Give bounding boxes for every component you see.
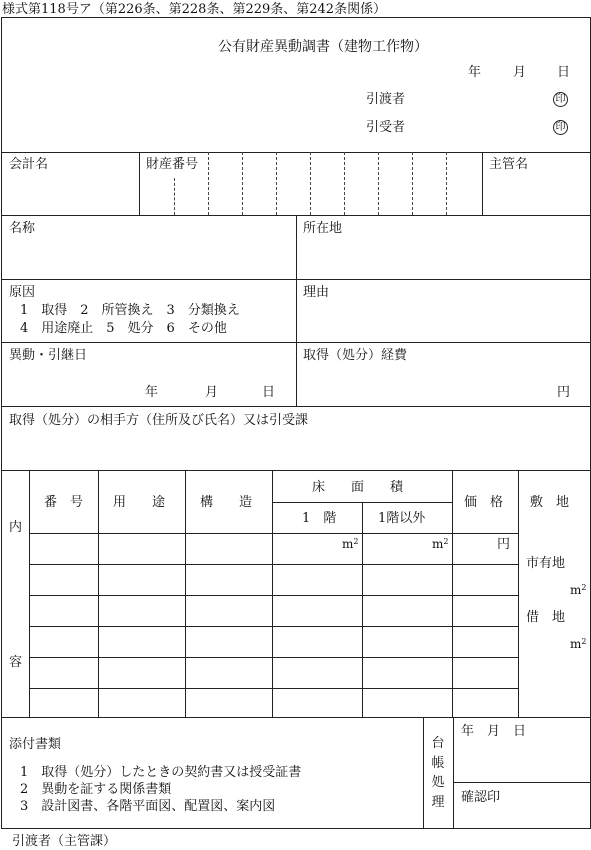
divider [29, 533, 518, 534]
divider [185, 470, 186, 717]
divider [29, 470, 30, 717]
ledger-confirm-seal: 確認印 [461, 790, 501, 805]
divider [98, 470, 99, 717]
form-title: 公有財産異動調書（建物工作物） [218, 39, 428, 55]
ledger-date: 年 月 日 [461, 724, 527, 739]
divider [29, 657, 518, 658]
transferor-label: 引渡者 [366, 92, 406, 107]
column-header-site: 敷 地 [530, 495, 570, 510]
divider [139, 152, 140, 215]
cause-options-line1: 1 取得 2 所管換え 3 分類換え [20, 303, 240, 318]
divider [362, 502, 363, 717]
site-city-land-label: 市有地 [526, 556, 566, 571]
cause-label: 原因 [9, 285, 36, 300]
cost-label: 取得（処分）経費 [303, 348, 408, 363]
transfer-date-label: 異動・引継日 [9, 348, 88, 363]
column-header-price: 価 格 [464, 495, 504, 510]
property-number-label: 財産番号 [146, 157, 199, 172]
unit-m2-floor1: $m^2$ [342, 537, 359, 551]
attachments-label: 添付書類 [9, 737, 62, 752]
column-header-use: 用 途 [113, 495, 166, 510]
digit-separator [276, 152, 277, 215]
column-header-other-floors: 1階以外 [378, 511, 426, 526]
cause-options-line2: 4 用途廃止 5 処分 6 その他 [20, 321, 227, 336]
transferor-seal-icon: 印 [553, 92, 568, 107]
site-leased-land-unit: $m^2$ [570, 637, 587, 651]
attachment-item-3: 3 設計図書、各階平面図、配置図、案内図 [20, 799, 276, 814]
digit-separator [446, 152, 447, 215]
date-day: 日 [557, 65, 571, 80]
divider [1, 717, 591, 718]
contents-side-bottom: 容 [9, 655, 23, 670]
digit-separator [242, 152, 243, 215]
divider [29, 688, 518, 689]
divider [518, 470, 519, 717]
divider [1, 470, 591, 471]
receiver-seal-icon: 印 [553, 120, 568, 135]
transfer-date-month: 月 [205, 385, 219, 400]
attachment-item-2: 2 異動を証する関係書類 [20, 782, 172, 797]
transfer-date-year: 年 [145, 385, 159, 400]
column-header-first-floor: 1 階 [302, 511, 337, 526]
accounting-name-label: 会計名 [9, 157, 49, 172]
digit-separator [174, 178, 175, 215]
column-header-structure: 構 造 [200, 495, 253, 510]
divider [29, 626, 518, 627]
form-code: 様式第118号ア（第226条、第228条、第229条、第242条関係） [2, 2, 387, 17]
digit-separator [208, 152, 209, 215]
site-leased-land-label: 借 地 [526, 610, 566, 625]
date-year: 年 [468, 65, 482, 80]
divider [1, 406, 591, 407]
footer-transferor: 引渡者（主管課） [12, 834, 117, 849]
unit-m2-other-floors: $m^2$ [432, 537, 449, 551]
counterparty-label: 取得（処分）の相手方（住所及び氏名）又は引受課 [9, 413, 309, 428]
attachment-item-1: 1 取得（処分）したときの契約書又は授受証書 [20, 765, 302, 780]
reason-label: 理由 [303, 285, 330, 300]
receiver-label: 引受者 [366, 120, 406, 135]
column-header-number: 番 号 [44, 495, 84, 510]
divider [1, 152, 591, 153]
transfer-date-day: 日 [262, 385, 276, 400]
divider [453, 717, 454, 829]
cost-unit: 円 [557, 385, 571, 400]
divider [29, 595, 518, 596]
digit-separator [378, 152, 379, 215]
divider [423, 717, 424, 829]
divider [29, 564, 518, 565]
column-header-floor-area: 床 面 積 [312, 480, 404, 495]
date-month: 月 [513, 65, 527, 80]
divider [482, 152, 483, 215]
divider [452, 470, 453, 717]
divider [296, 215, 297, 406]
manager-name-label: 主管名 [489, 157, 529, 172]
divider [272, 502, 452, 503]
ledger-processing-label: 台帳処理 [431, 736, 445, 810]
digit-separator [344, 152, 345, 215]
location-label: 所在地 [303, 221, 343, 236]
contents-side-top: 内 [9, 520, 23, 535]
unit-yen: 円 [497, 537, 511, 552]
digit-separator [310, 152, 311, 215]
divider [272, 470, 273, 717]
divider [453, 782, 591, 783]
name-label: 名称 [9, 221, 36, 236]
digit-separator [412, 152, 413, 215]
site-city-land-unit: $m^2$ [570, 583, 587, 597]
